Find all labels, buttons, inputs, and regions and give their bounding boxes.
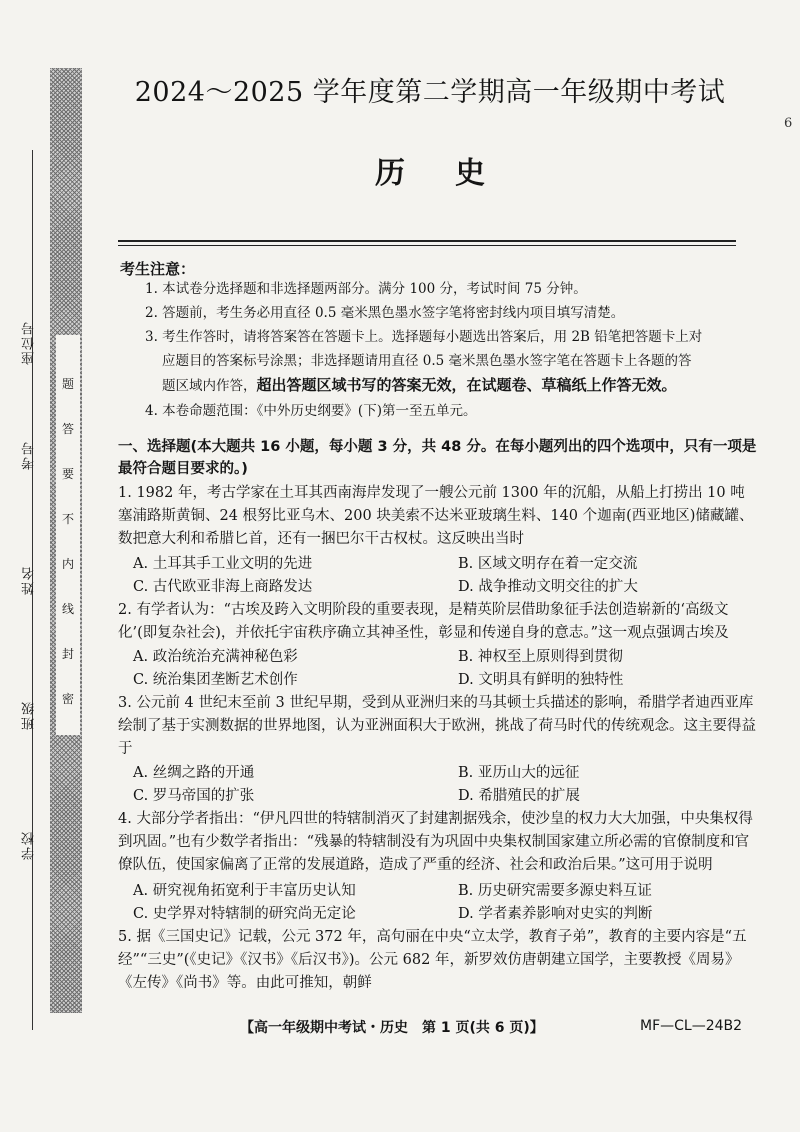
page-footer: 【高一年级期中考试・历史 第 1 页(共 6 页)】 (240, 1020, 544, 1036)
seal-char: 题 (61, 377, 74, 391)
option: C. 罗马帝国的扩张 (133, 788, 255, 804)
question-stem: 2. 有学者认为：“古埃及跨入文明阶段的重要表现，是精英阶层借助象征手法创造崭新的‘高级文化’(即复杂社会)，并依托宇宙秩序确立其神圣性，彰显和传递自身的意志。”这一观点强调古埃及 (118, 602, 729, 641)
option: C. 统治集团垄断艺术创作 (133, 672, 298, 688)
option: D. 希腊殖民的扩展 (458, 788, 580, 804)
option: B. 神权至上原则得到贯彻 (458, 649, 623, 665)
header-rule-thin (118, 245, 736, 246)
option: B. 区域文明存在着一定交流 (458, 556, 638, 572)
option: C. 古代欧亚非海上商路发达 (133, 579, 313, 595)
seal-char: 封 (61, 647, 74, 661)
seat-number-label: 座位号 (22, 320, 37, 365)
subject-title: 历史 (375, 156, 535, 191)
option: A. 土耳其手工业文明的先进 (133, 556, 313, 572)
question-stem: 1. 1982 年，考古学家在土耳其西南海岸发现了一艘公元前 1300 年的沉船，从船上打捞出 10 吨塞浦路斯黄铜、24 根努比亚乌木、200 块美索不达米亚玻璃生料、140 个迦南(西亚地区)储藏罐、数把意大利和希腊匕首，还有一捆巴尔干古权杖。这反映出当时 (118, 485, 754, 547)
option: D. 文明具有鲜明的独特性 (458, 672, 624, 688)
notice-item: 4. 本卷命题范围：《中外历史纲要》(下)第一至五单元。 (145, 403, 477, 419)
question-stem: 4. 大部分学者指出：“伊凡四世的特辖制消灭了封建割据残余，使沙皇的权力大大加强，中央集权得到巩固。”也有少数学者指出：“残暴的特辖制没有为巩固中央集权制国家建立所必需的官僚制度和官僚队伍，使国家偏离了正常的发展道路，造成了严重的经济、社会和政治后果。”这可用于说明 (118, 811, 753, 873)
exam-number-label: 考号 (22, 440, 37, 470)
exam-title: 2024～2025 学年度第二学期高一年级期中考试 (134, 77, 726, 108)
notice-item-text: 题区域内作答， (162, 378, 257, 394)
seal-char: 密 (61, 692, 74, 706)
seal-line-box (56, 335, 80, 735)
seal-char: 要 (61, 467, 74, 481)
edge-mark: 6 (784, 116, 793, 131)
notice-item: 应题目的答案标号涂黑；非选择题请用直径 0.5 毫米黑色墨水签字笔在答题卡上各题的答 (162, 353, 692, 369)
notice-heading: 考生注意： (120, 260, 196, 278)
section-heading: 一、选择题(本大题共 16 小题，每小题 3 分，共 48 分。在每小题列出的四个选项中，只有一项是最符合题目要求的。) (118, 439, 757, 477)
notice-item: 3. 考生作答时，请将答案答在答题卡上。选择题每小题选出答案后，用 2B 铅笔把答题卡上对 (145, 329, 703, 345)
option: D. 学者素养影响对史实的判断 (458, 906, 653, 922)
seal-char: 不 (61, 512, 74, 526)
school-label: 学校 (22, 830, 37, 860)
option: D. 战争推动文明交往的扩大 (458, 579, 638, 595)
question-stem: 3. 公元前 4 世纪末至前 3 世纪早期，受到从亚洲归来的马其顿士兵描述的影响，希腊学者迪西亚库绘制了基于实测数据的世界地图，认为亚洲面积大于欧洲，挑战了荷马时代的传统观念。这主要得益于 (118, 695, 756, 757)
notice-item: 1. 本试卷分选择题和非选择题两部分。满分 100 分，考试时间 75 分钟。 (145, 281, 587, 297)
option: A. 研究视角拓宽利于丰富历史认知 (133, 883, 356, 899)
option: A. 丝绸之路的开通 (133, 765, 255, 781)
question-stem: 5. 据《三国史记》记载，公元 372 年，高句丽在中央“立太学，教育子弟”，教育的主要内容是“五经”“三史”(《史记》《汉书》《后汉书》)。公元 682 年，新罗效仿唐朝建立国学，主要教授《周易》《左传》《尚书》等。由此可推知，朝鲜 (118, 929, 747, 991)
notice-item-line (162, 374, 745, 397)
seal-char: 内 (61, 557, 74, 571)
header-rule (118, 240, 736, 242)
name-label: 姓名 (22, 565, 37, 595)
option: B. 亚历山大的远征 (458, 765, 580, 781)
option: A. 政治统治充满神秘色彩 (133, 649, 298, 665)
seal-char: 答 (61, 422, 74, 436)
option: B. 历史研究需要多源史料互证 (458, 883, 652, 899)
paper-code: MF—CL—24B2 (640, 1018, 743, 1034)
class-label: 班级 (22, 700, 37, 730)
seal-char: 线 (61, 602, 74, 616)
notice-item: 2. 答题前，考生务必用直径 0.5 毫米黑色墨水签字笔将密封线内项目填写清楚。 (145, 305, 625, 321)
notice-emphasis: 超出答题区域书写的答案无效，在试题卷、草稿纸上作答无效。 (256, 376, 677, 394)
option: C. 史学界对特辖制的研究尚无定论 (133, 906, 356, 922)
